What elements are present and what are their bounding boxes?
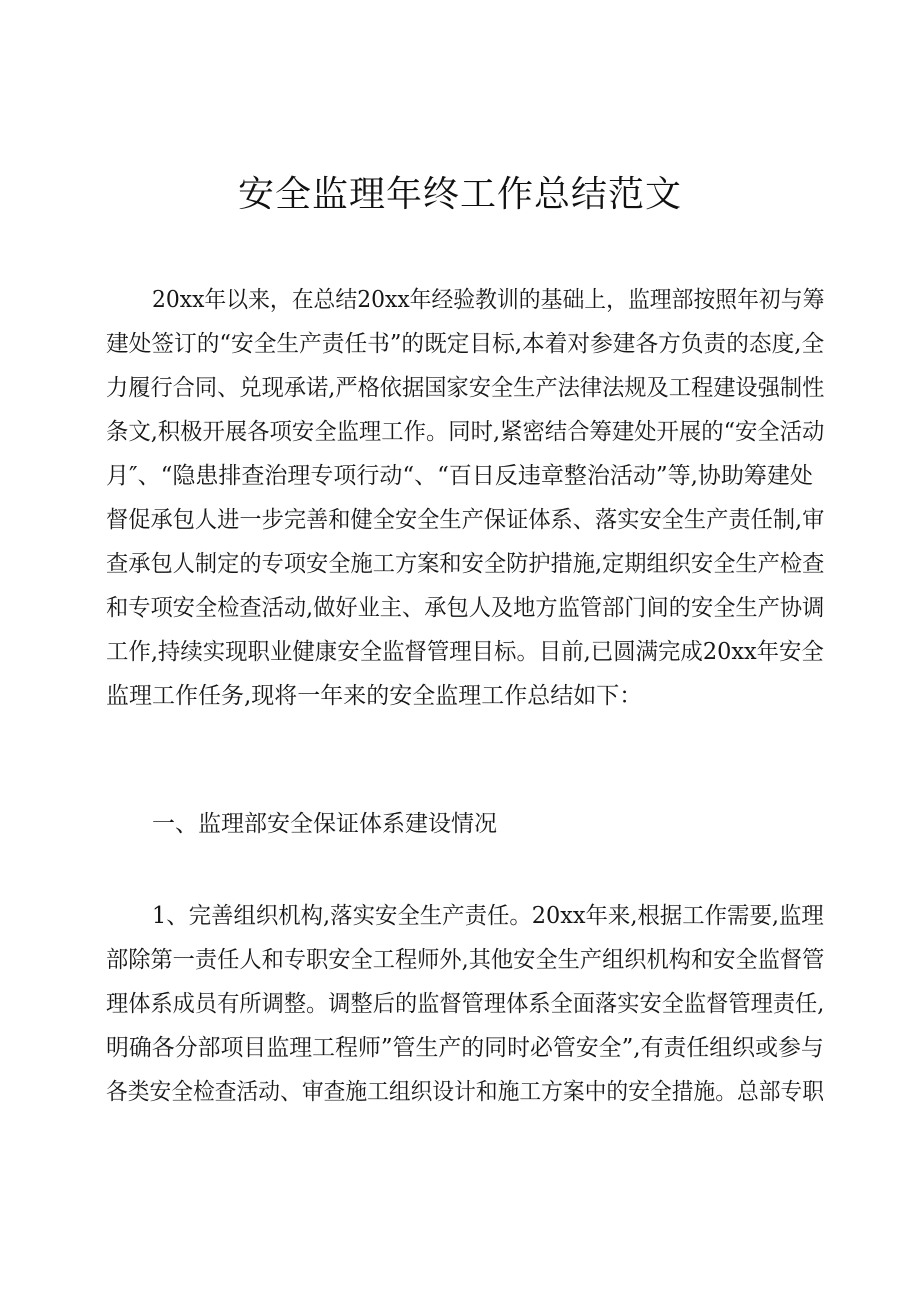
section-heading: 一、监理部安全保证体系建设情况 [152, 811, 497, 837]
paragraph-line: 查承包人制定的专项安全施工方案和安全防护措施,定期组织安全生产检查 [106, 551, 825, 577]
paragraph-line: 监理工作任务,现将一年来的安全监理工作总结如下： [106, 683, 643, 709]
paragraph-line: 各类安全检查活动、审查施工组织设计和施工方案中的安全措施。总部专职 [106, 1079, 825, 1105]
paragraph-line: 工作,持续实现职业健康安全监督管理目标。目前,已圆满完成20xx年安全 [106, 639, 824, 665]
paragraph-line: 和专项安全检查活动,做好业主、承包人及地方监管部门间的安全生产协调 [106, 595, 825, 621]
paragraph-line: 建处签订的“安全生产责任书”的既定目标,本着对参建各方负责的态度,全 [106, 331, 825, 357]
paragraph-line: 理体系成员有所调整。调整后的监督管理体系全面落实安全监督管理责任, [106, 991, 825, 1017]
paragraph-line: 明确各分部项目监理工程师”管生产的同时必管安全”,有责任组织或参与 [106, 1035, 824, 1061]
paragraph-line: 月″、“隐患排查治理专项行动“、“百日反违章整治活动”等,协助筹建处 [106, 463, 813, 489]
paragraph-line: 力履行合同、兑现承诺,严格依据国家安全生产法律法规及工程建设强制性 [106, 375, 825, 401]
document-title: 安全监理年终工作总结范文 [237, 174, 682, 215]
paragraph-line: 督促承包人进一步完善和健全安全生产保证体系、落实安全生产责任制,审 [106, 507, 825, 533]
paragraph-line: 部除第一责任人和专职安全工程师外,其他安全生产组织机构和安全监督管 [106, 947, 825, 973]
paragraph-line: 20xx年以来，在总结20xx年经验教训的基础上，监理部按照年初与筹 [152, 287, 825, 313]
paragraph-line: 条文,积极开展各项安全监理工作。同时,紧密结合筹建处开展的“安全活动 [106, 419, 825, 445]
paragraph-line: 1、完善组织机构,落实安全生产责任。20xx年来,根据工作需要,监理 [152, 903, 824, 929]
